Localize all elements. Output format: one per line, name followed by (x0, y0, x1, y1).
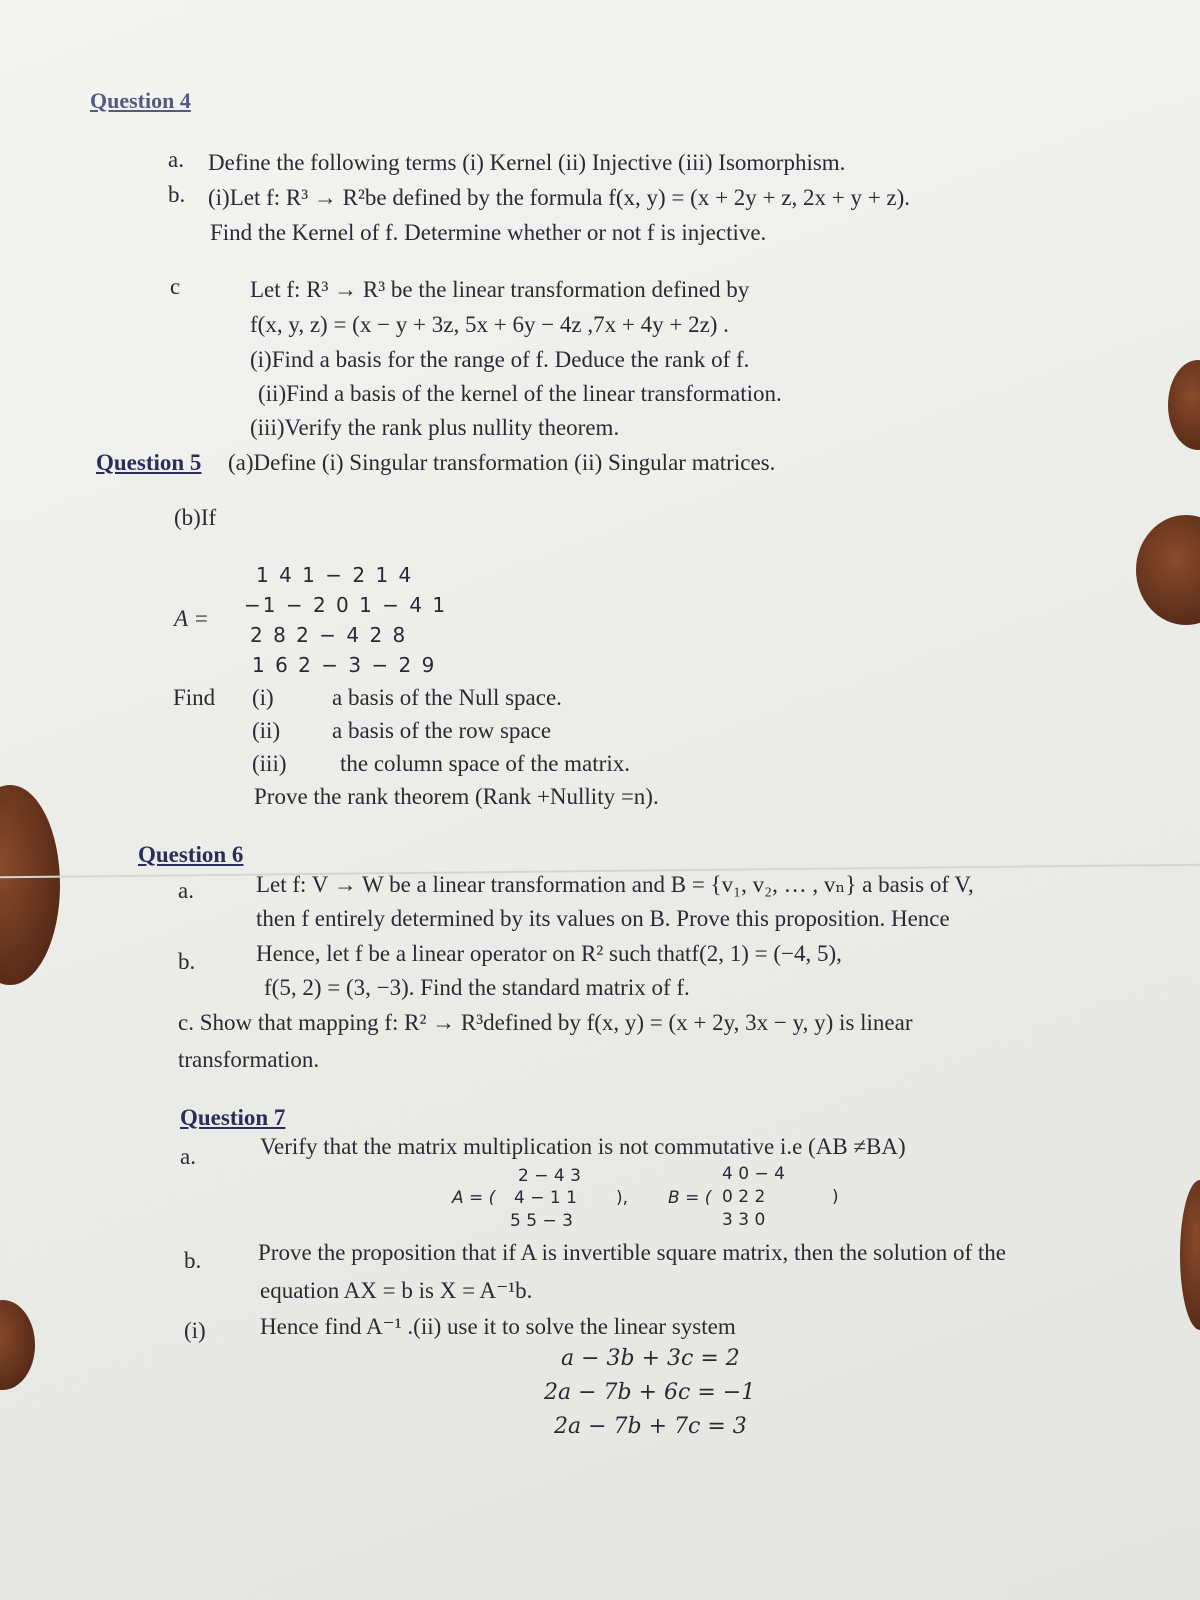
q6-b-text-1: Hence, let f be a linear operator on R² such thatf(2, 1) = (−4, 5), (256, 941, 842, 966)
question-6-heading: Question 6 (138, 842, 244, 867)
q7-i-label: (i) (184, 1318, 206, 1343)
q7-matrix-b-row-3: 3 3 0 (722, 1210, 766, 1230)
q4-c-text-2: f(x, y, z) = (x − y + 3z, 5x + 6y − 4z ,7x + 4y + 2z) . (250, 312, 729, 337)
finger-right-lower (1180, 1180, 1200, 1330)
q7-matrix-a-row-1: 2 − 4 3 (518, 1166, 581, 1186)
q5-matrix-row-3: 2 8 2 − 4 2 8 (250, 623, 408, 647)
q7-matrix-a-row-3: 5 5 − 3 (510, 1211, 573, 1231)
q7-matrix-a-row-2: 4 − 1 1 (514, 1188, 577, 1208)
q5-find-item-3-num: (iii) (252, 751, 287, 776)
q5-find-label: Find (173, 685, 216, 710)
q4-a-text: Define the following terms (i) Kernel (ii) Injective (iii) Isomorphism. (208, 150, 846, 175)
q7-a-label: a. (180, 1144, 196, 1169)
q6-b-label: b. (178, 949, 196, 974)
q7-matrix-a-label: A = ( (452, 1188, 496, 1208)
q5-find-item-1-num: (i) (252, 685, 274, 710)
q7-equation-3: 2a − 7b + 7c = 3 (554, 1414, 747, 1439)
q4-c-text-5: (iii)Verify the rank plus nullity theorem. (250, 415, 620, 440)
q4-a-label: a. (168, 147, 184, 172)
q6-c-text-1: c. Show that mapping f: R² → R³defined by f(x, y) = (x + 2y, 3x − y, y) is linear (178, 1010, 913, 1035)
question-5-heading: Question 5 (96, 450, 202, 475)
q5-matrix-row-1: 1 4 1 − 2 1 4 (256, 563, 414, 587)
q5-prove-text: Prove the rank theorem (Rank +Nullity =n). (254, 784, 659, 809)
q5-b-text: (b)If (174, 505, 217, 530)
q7-a-text: Verify that the matrix multiplication is not commutative i.e (AB ≠BA) (260, 1134, 906, 1159)
q7-equation-1: a − 3b + 3c = 2 (561, 1346, 740, 1371)
q4-c-label: c (170, 274, 181, 299)
q5-find-item-3-text: the column space of the matrix. (340, 751, 630, 776)
q4-b-label: b. (168, 182, 186, 207)
q7-matrix-b-row-2: 0 2 2 (722, 1187, 766, 1207)
q5-matrix-row-2: −1 − 2 0 1 − 4 1 (244, 593, 448, 617)
q6-c-text-2: transformation. (178, 1047, 320, 1072)
q4-c-text-1: Let f: R³ → R³ be the linear transformation defined by (250, 277, 750, 302)
q4-c-text-4: (ii)Find a basis of the kernel of the linear transformation. (258, 381, 782, 406)
q7-matrix-b-close: ) (832, 1187, 839, 1207)
q7-b-text-1: Prove the proposition that if A is invertible square matrix, then the solution of the (258, 1240, 1007, 1265)
q5-matrix-row-4: 1 6 2 − 3 − 2 9 (252, 653, 437, 677)
q7-matrix-a-close: ), (616, 1188, 629, 1208)
q7-matrix-b-label: B = ( (668, 1188, 712, 1208)
q7-b-text-2: equation AX = b is X = A⁻¹b. (260, 1278, 533, 1303)
q7-b-label: b. (184, 1248, 202, 1273)
q5-find-item-2-text: a basis of the row space (332, 718, 552, 743)
q4-b-text-2: Find the Kernel of f. Determine whether or not f is injective. (210, 220, 767, 245)
finger-right-middle (1136, 515, 1200, 625)
finger-left-middle (0, 785, 60, 985)
q7-equation-2: 2a − 7b + 6c = −1 (544, 1380, 756, 1405)
finger-left-lower (0, 1300, 35, 1390)
q6-b-text-2: f(5, 2) = (3, −3). Find the standard matrix of f. (264, 975, 690, 1000)
q6-a-text-2: then f entirely determined by its values on B. Prove this proposition. Hence (256, 906, 950, 931)
q5-find-item-2-num: (ii) (252, 718, 281, 743)
q5-matrix-a-label: A = (174, 606, 209, 631)
q5-find-item-1-text: a basis of the Null space. (332, 685, 562, 710)
q6-a-text-1: Let f: V → W be a linear transformation and B = {v₁, v₂, … , vₙ} a basis of V, (256, 872, 974, 897)
q5-a-text: (a)Define (i) Singular transformation (ii) Singular matrices. (228, 450, 776, 475)
question-4-heading: Question 4 (90, 88, 191, 113)
q6-a-label: a. (178, 878, 194, 903)
q4-c-text-3: (i)Find a basis for the range of f. Deduce the rank of f. (250, 347, 750, 372)
question-7-heading: Question 7 (180, 1105, 286, 1130)
q7-matrix-b-row-1: 4 0 − 4 (722, 1164, 785, 1184)
finger-right-top (1168, 360, 1200, 450)
q4-b-text-1: (i)Let f: R³ → R²be defined by the formula f(x, y) = (x + 2y + z, 2x + y + z). (208, 185, 911, 210)
q7-i-text: Hence find A⁻¹ .(ii) use it to solve the linear system (260, 1314, 736, 1339)
